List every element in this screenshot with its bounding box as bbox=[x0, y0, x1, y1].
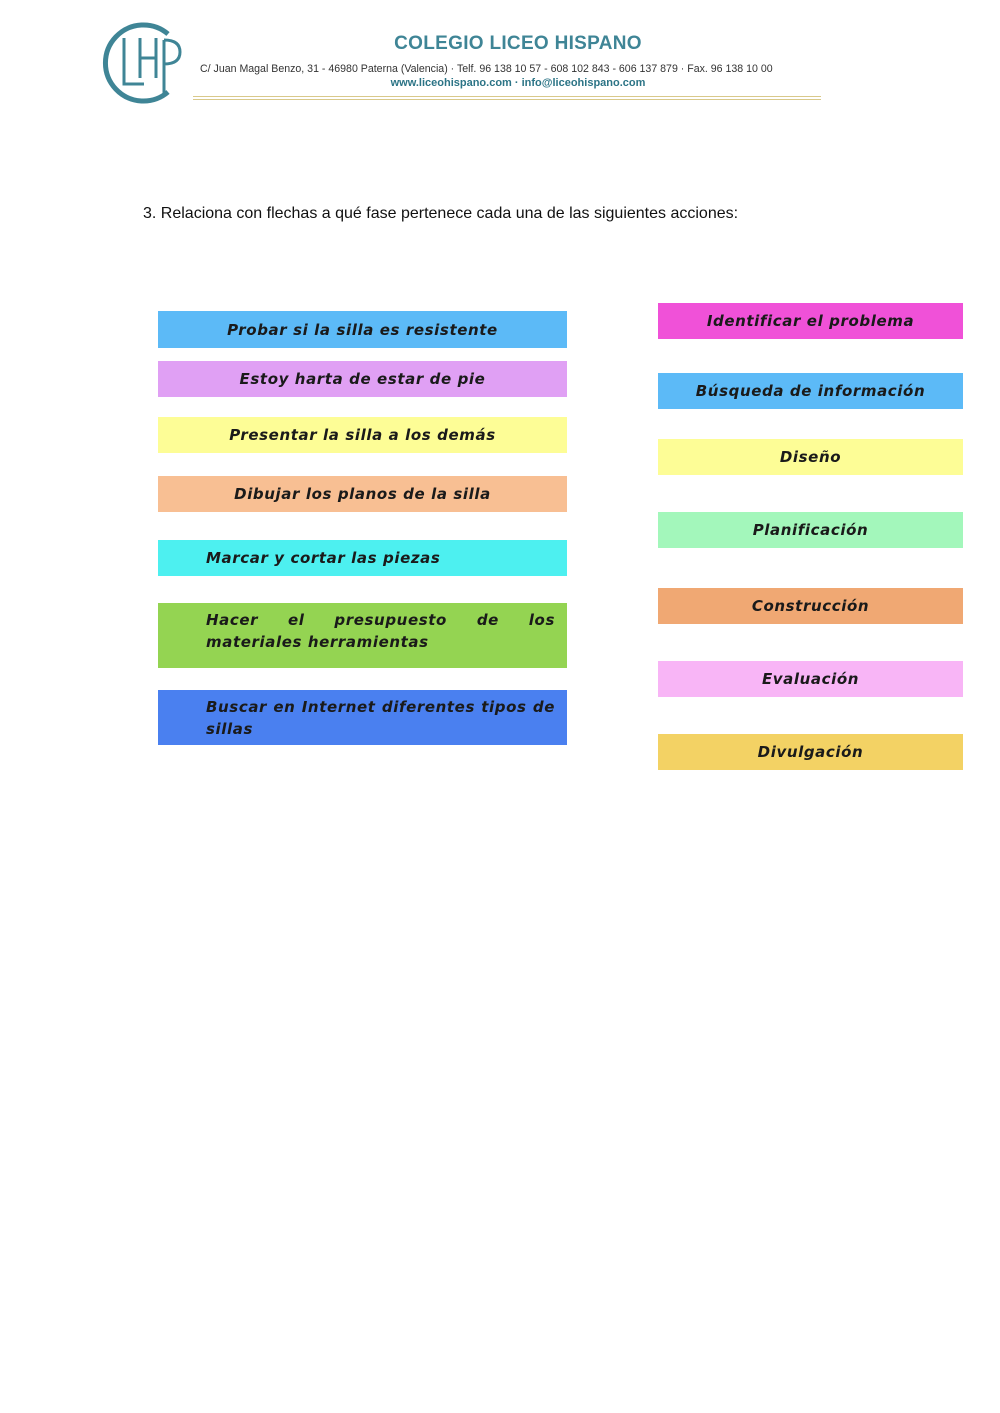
phase-label: Diseño bbox=[779, 448, 842, 466]
action-card[interactable] bbox=[158, 361, 567, 397]
phase-label: Construcción bbox=[751, 597, 870, 615]
phase-card[interactable] bbox=[658, 588, 963, 624]
action-label: Presentar la silla a los demás bbox=[229, 426, 496, 444]
action-label: Marcar y cortar las piezas bbox=[206, 549, 441, 567]
action-card[interactable] bbox=[158, 690, 567, 745]
action-card[interactable] bbox=[158, 417, 567, 453]
school-website: www.liceohispano.com · info@liceohispano.com bbox=[390, 77, 646, 89]
action-label: Estoy harta de estar de pie bbox=[239, 370, 486, 388]
school-logo bbox=[98, 20, 184, 106]
phase-card[interactable] bbox=[658, 373, 963, 409]
phase-label: Divulgación bbox=[757, 743, 864, 761]
action-card[interactable] bbox=[158, 603, 567, 668]
phase-card[interactable] bbox=[658, 661, 963, 697]
school-address: C/ Juan Magal Benzo, 31 - 46980 Paterna (Valencia) · Telf. 96 138 10 57 - 608 102 843 - 606 137 879 · Fax. 96 138 10 00 bbox=[200, 63, 773, 75]
phase-label: Identificar el problema bbox=[706, 312, 915, 330]
phase-label: Planificación bbox=[752, 521, 869, 539]
school-name: COLEGIO LICEO HISPANO bbox=[394, 33, 642, 54]
action-card[interactable] bbox=[158, 540, 567, 576]
header-divider bbox=[193, 99, 821, 100]
action-label: Buscar en Internet diferentes tipos de sillas bbox=[206, 698, 555, 738]
phase-label: Evaluación bbox=[761, 670, 860, 688]
header-divider bbox=[193, 96, 821, 97]
action-card[interactable] bbox=[158, 476, 567, 512]
action-card[interactable] bbox=[158, 311, 567, 348]
phase-card[interactable] bbox=[658, 303, 963, 339]
exercise-instruction: 3. Relaciona con flechas a qué fase pertenece cada una de las siguientes acciones: bbox=[143, 205, 739, 222]
phase-label: Búsqueda de información bbox=[695, 382, 926, 400]
action-label: Probar si la silla es resistente bbox=[227, 320, 498, 339]
phase-card[interactable] bbox=[658, 512, 963, 548]
phase-card[interactable] bbox=[658, 734, 963, 770]
action-label: Hacer el presupuesto de los materiales herramientas bbox=[206, 611, 555, 651]
phase-card[interactable] bbox=[658, 439, 963, 475]
action-label: Dibujar los planos de la silla bbox=[234, 485, 491, 503]
